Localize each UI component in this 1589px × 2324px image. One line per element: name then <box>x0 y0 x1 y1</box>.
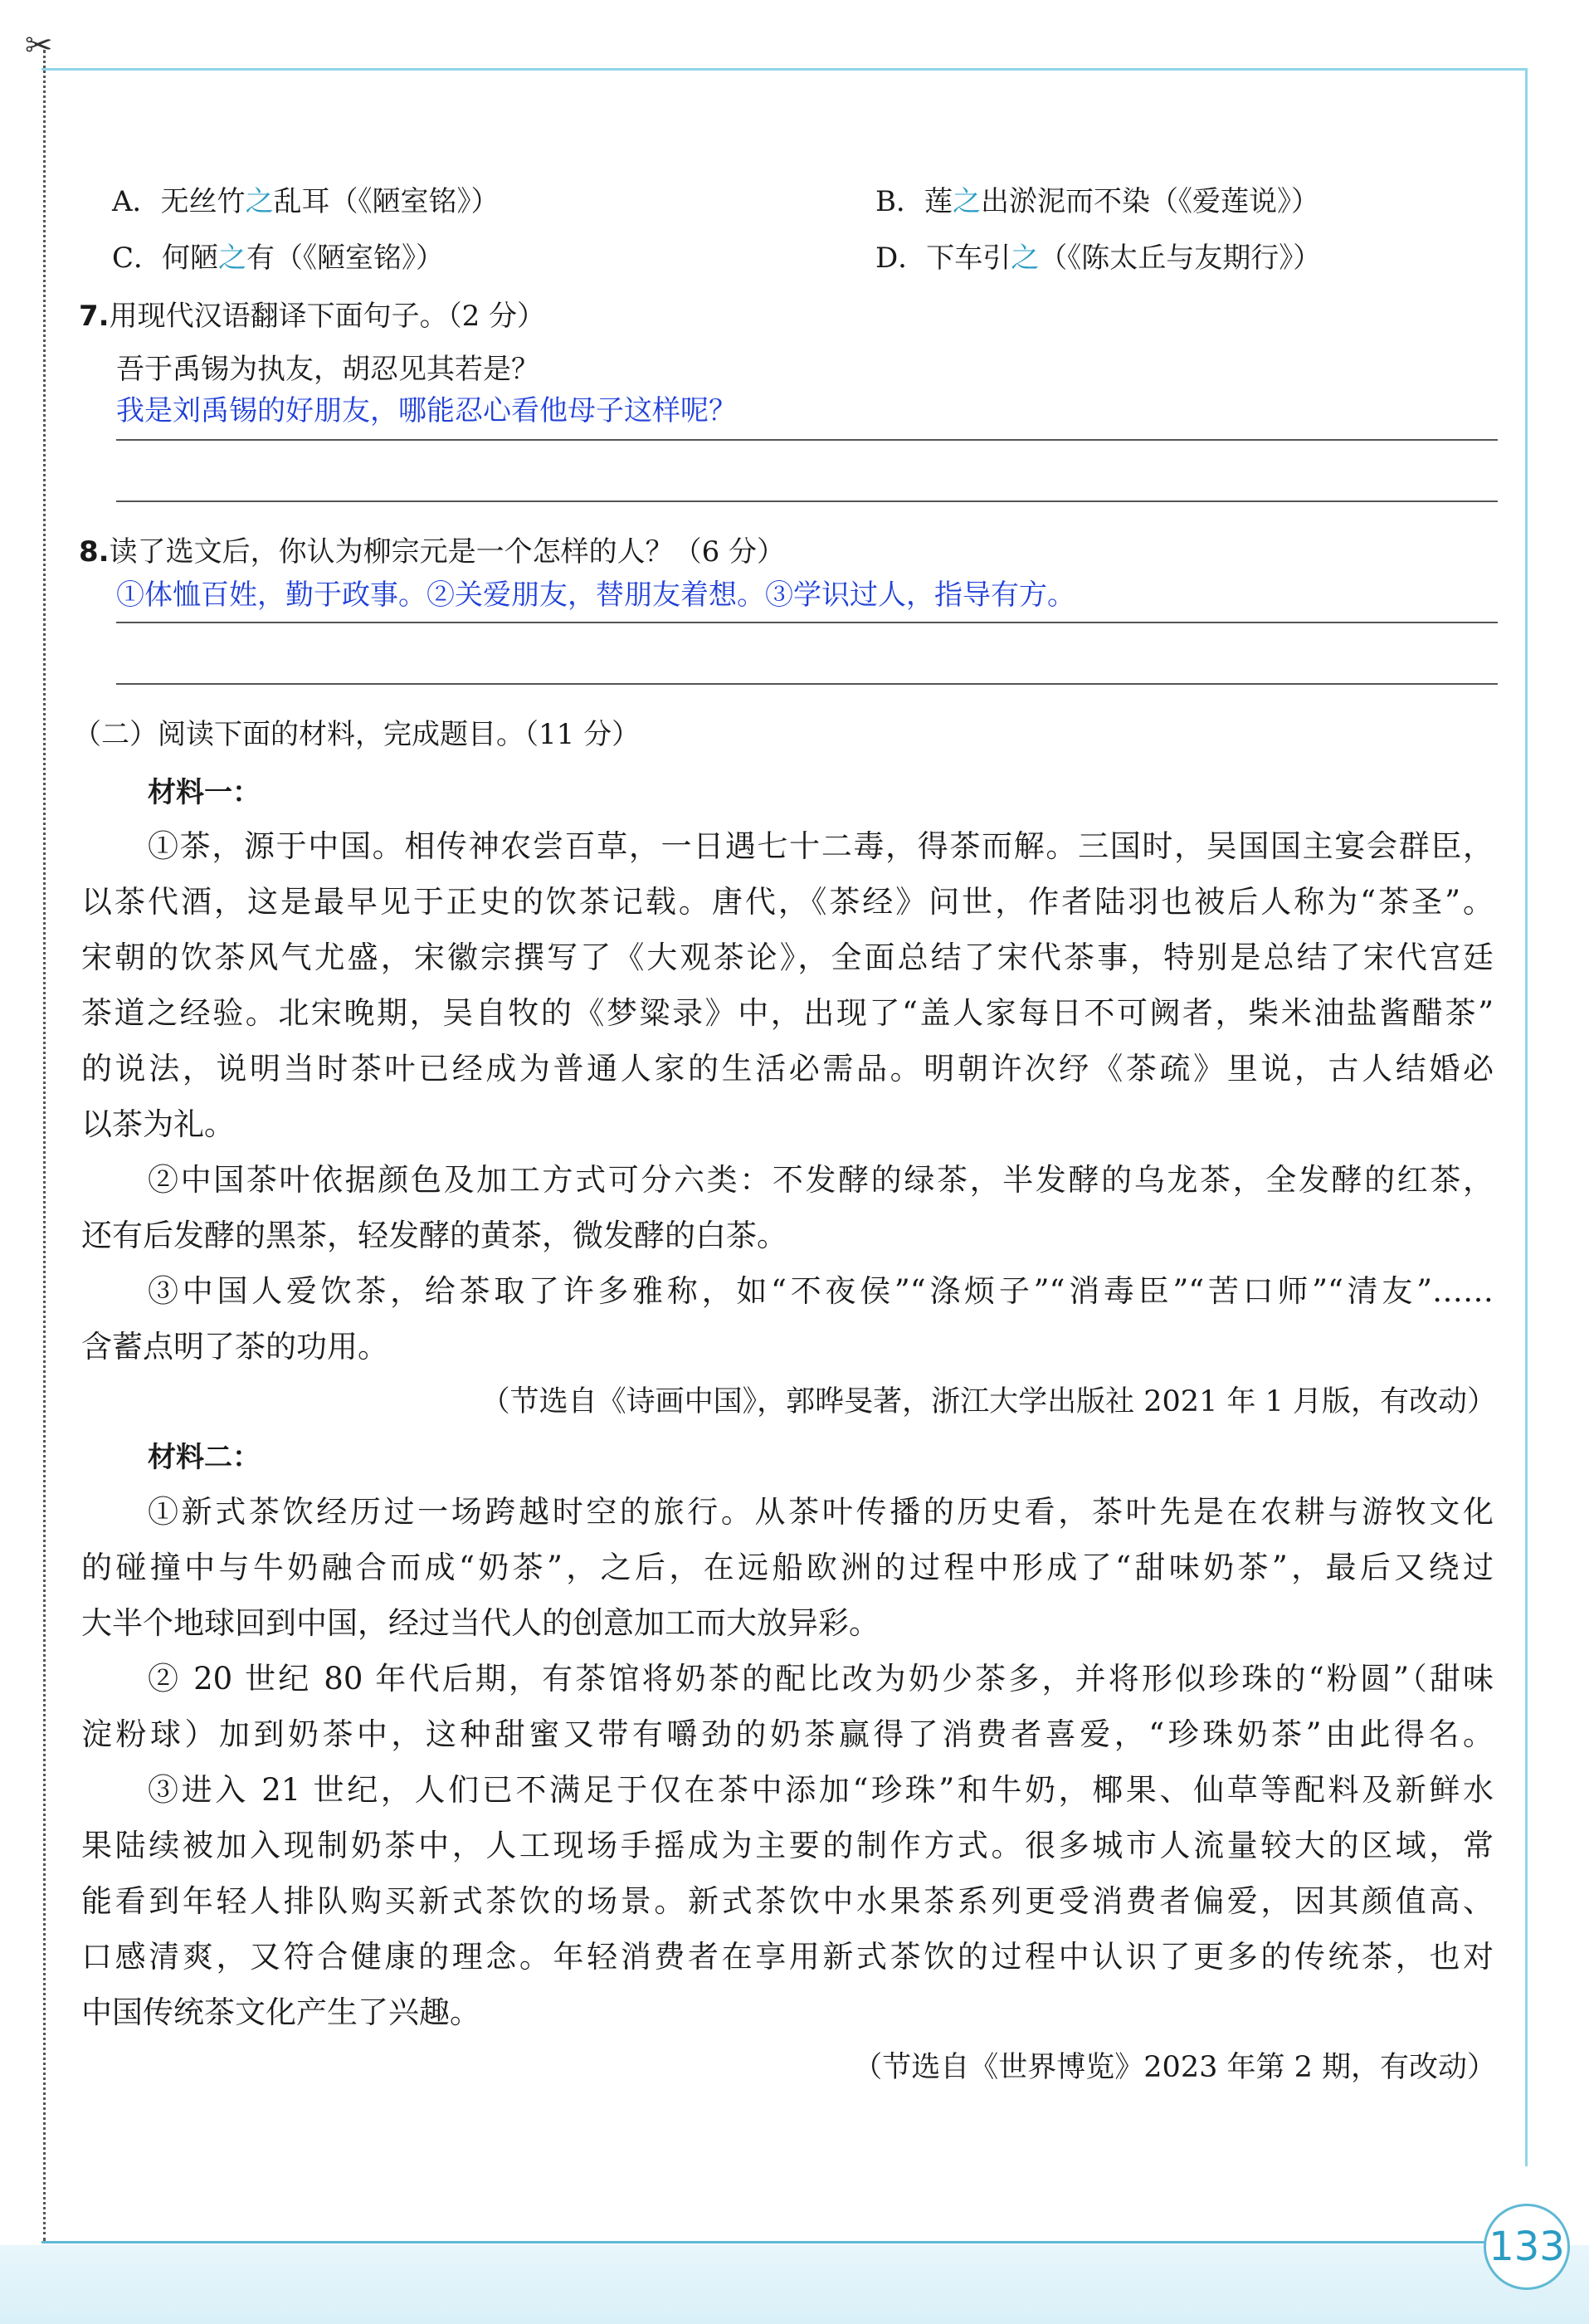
question-8-prompt: 读了选文后，你认为柳宗元是一个怎样的人？（6 分） <box>109 535 786 569</box>
material-2-line: 淀粉球）加到奶茶中，这种甜蜜又带有嚼劲的奶茶赢得了消费者喜爱，“珍珠奶茶”由此得名。 <box>81 1716 1494 1752</box>
material-1-label: 材料一： <box>148 776 261 809</box>
option-a-post: 乱耳（《陋室铭》） <box>273 185 500 218</box>
option-b-post: 出淤泥而不染（《爱莲说》） <box>981 185 1319 218</box>
option-c-pre: C．何陋 <box>112 242 219 275</box>
option-c-post: 有（《陋室铭》） <box>246 242 445 275</box>
page-frame-top <box>41 68 1527 71</box>
option-d <box>875 237 1321 279</box>
page-frame-right <box>1525 68 1528 2166</box>
material-2-line: ③进入 21 世纪，人们已不满足于仅在茶中添加“珍珠”和牛奶，椰果、仙草等配料及新鲜水 <box>148 1772 1494 1808</box>
option-b-pre: B．莲 <box>875 185 953 218</box>
material-1-line: 含蓄点明了茶的功用。 <box>81 1329 388 1365</box>
question-8 <box>79 531 785 573</box>
answer-line <box>116 439 1498 441</box>
material-1-line: ③中国人爱饮茶，给茶取了许多雅称，如“不夜侯”“涤烦子”“消毒臣”“苦口师”“清友”…… <box>148 1273 1494 1309</box>
option-c-mark: 之 <box>218 242 247 275</box>
section-heading: （二）阅读下面的材料，完成题目。（11 分） <box>73 718 641 751</box>
material-1-source: （节选自《诗画中国》，郭晔旻著，浙江大学出版社 2021 年 1 月版，有改动） <box>480 1385 1496 1418</box>
cut-line <box>43 50 46 2241</box>
answer-line <box>116 500 1498 502</box>
material-1-line: 的说法，说明当时茶叶已经成为普通人家的生活必需品。明朝许次纾《茶疏》里说，古人结婚必 <box>81 1051 1494 1086</box>
option-d-pre: D．下车引 <box>875 242 1011 275</box>
page-frame-bottom <box>41 2241 1485 2243</box>
page-footer-strip <box>0 2245 1589 2324</box>
material-2-line: 中国传统茶文化产生了兴趣。 <box>81 1994 480 2030</box>
material-2-line: ①新式茶饮经历过一场跨越时空的旅行。从茶叶传播的历史看，茶叶先是在农耕与游牧文化 <box>148 1494 1494 1530</box>
material-2-line: 的碰撞中与牛奶融合而成“奶茶”，之后，在远船欧洲的过程中形成了“甜味奶茶”，最后又绕过 <box>81 1550 1494 1585</box>
answer-line <box>116 683 1498 685</box>
option-c <box>112 237 444 279</box>
material-2-source: （节选自《世界博览》2023 年第 2 期，有改动） <box>853 2051 1496 2084</box>
option-b-mark: 之 <box>953 185 981 218</box>
material-1-line: 还有后发酵的黑茶，轻发酵的黄茶，微发酵的白茶。 <box>81 1218 787 1253</box>
option-d-mark: 之 <box>1011 242 1040 275</box>
material-2-line: 能看到年轻人排队购买新式茶饮的场景。新式茶饮中水果茶系列更受消费者偏爱，因其颜值高、 <box>81 1883 1494 1919</box>
scissors-icon: ✂ <box>25 27 53 65</box>
material-2-label: 材料二： <box>148 1441 261 1474</box>
material-2-line: 果陆续被加入现制奶茶中，人工现场手摇成为主要的制作方式。很多城市人流量较大的区域，常 <box>81 1828 1494 1863</box>
question-8-number: 8. <box>79 535 110 569</box>
material-1-line: ①茶，源于中国。相传神农尝百草，一日遇七十二毒，得茶而解。三国时，吴国国主宴会群臣， <box>148 828 1494 864</box>
material-2-line: 口感清爽，又符合健康的理念。年轻消费者在享用新式茶饮的过程中认识了更多的传统茶，也对 <box>81 1939 1494 1975</box>
option-d-post: （《陈太丘与友期行》） <box>1039 242 1322 275</box>
material-2-line: ② 20 世纪 80 年代后期，有茶馆将奶茶的配比改为奶少茶多，并将形似珍珠的“粉圆”（甜味 <box>148 1661 1494 1697</box>
question-7-answer: 我是刘禹锡的好朋友，哪能忍心看他母子这样呢？ <box>116 394 737 427</box>
material-1-line: 以茶为礼。 <box>81 1106 235 1142</box>
question-7-prompt: 用现代汉语翻译下面句子。（2 分） <box>109 300 546 333</box>
option-a <box>112 181 500 222</box>
material-1-line: 茶道之经验。北宋晚期，吴自牧的《梦粱录》中，出现了“盖人家每日不可阙者，柴米油盐酱醋茶” <box>81 995 1494 1031</box>
answer-line <box>116 622 1498 623</box>
question-7-sentence: 吾于禹锡为执友，胡忍见其若是？ <box>116 353 539 386</box>
page-number: 133 <box>1484 2204 1570 2290</box>
material-1-line: 宋朝的饮茶风气尤盛，宋徽宗撰写了《大观茶论》，全面总结了宋代茶事，特别是总结了宋代宫廷 <box>81 940 1494 975</box>
option-a-mark: 之 <box>245 185 274 218</box>
material-1-line: ②中国茶叶依据颜色及加工方式可分六类：不发酵的绿茶，半发酵的乌龙茶，全发酵的红茶， <box>148 1162 1494 1198</box>
option-a-pre: A．无丝竹 <box>112 185 246 218</box>
material-1-line: 以茶代酒，这是最早见于正史的饮茶记载。唐代，《茶经》问世，作者陆羽也被后人称为“茶圣”。 <box>81 884 1494 920</box>
material-2-line: 大半个地球回到中国，经过当代人的创意加工而大放异彩。 <box>81 1605 880 1641</box>
question-8-answer: ①体恤百姓，勤于政事。②关爱朋友，替朋友着想。③学识过人，指导有方。 <box>116 579 1075 612</box>
question-7-number: 7. <box>79 300 110 333</box>
option-b <box>875 181 1319 222</box>
question-7 <box>79 295 545 337</box>
